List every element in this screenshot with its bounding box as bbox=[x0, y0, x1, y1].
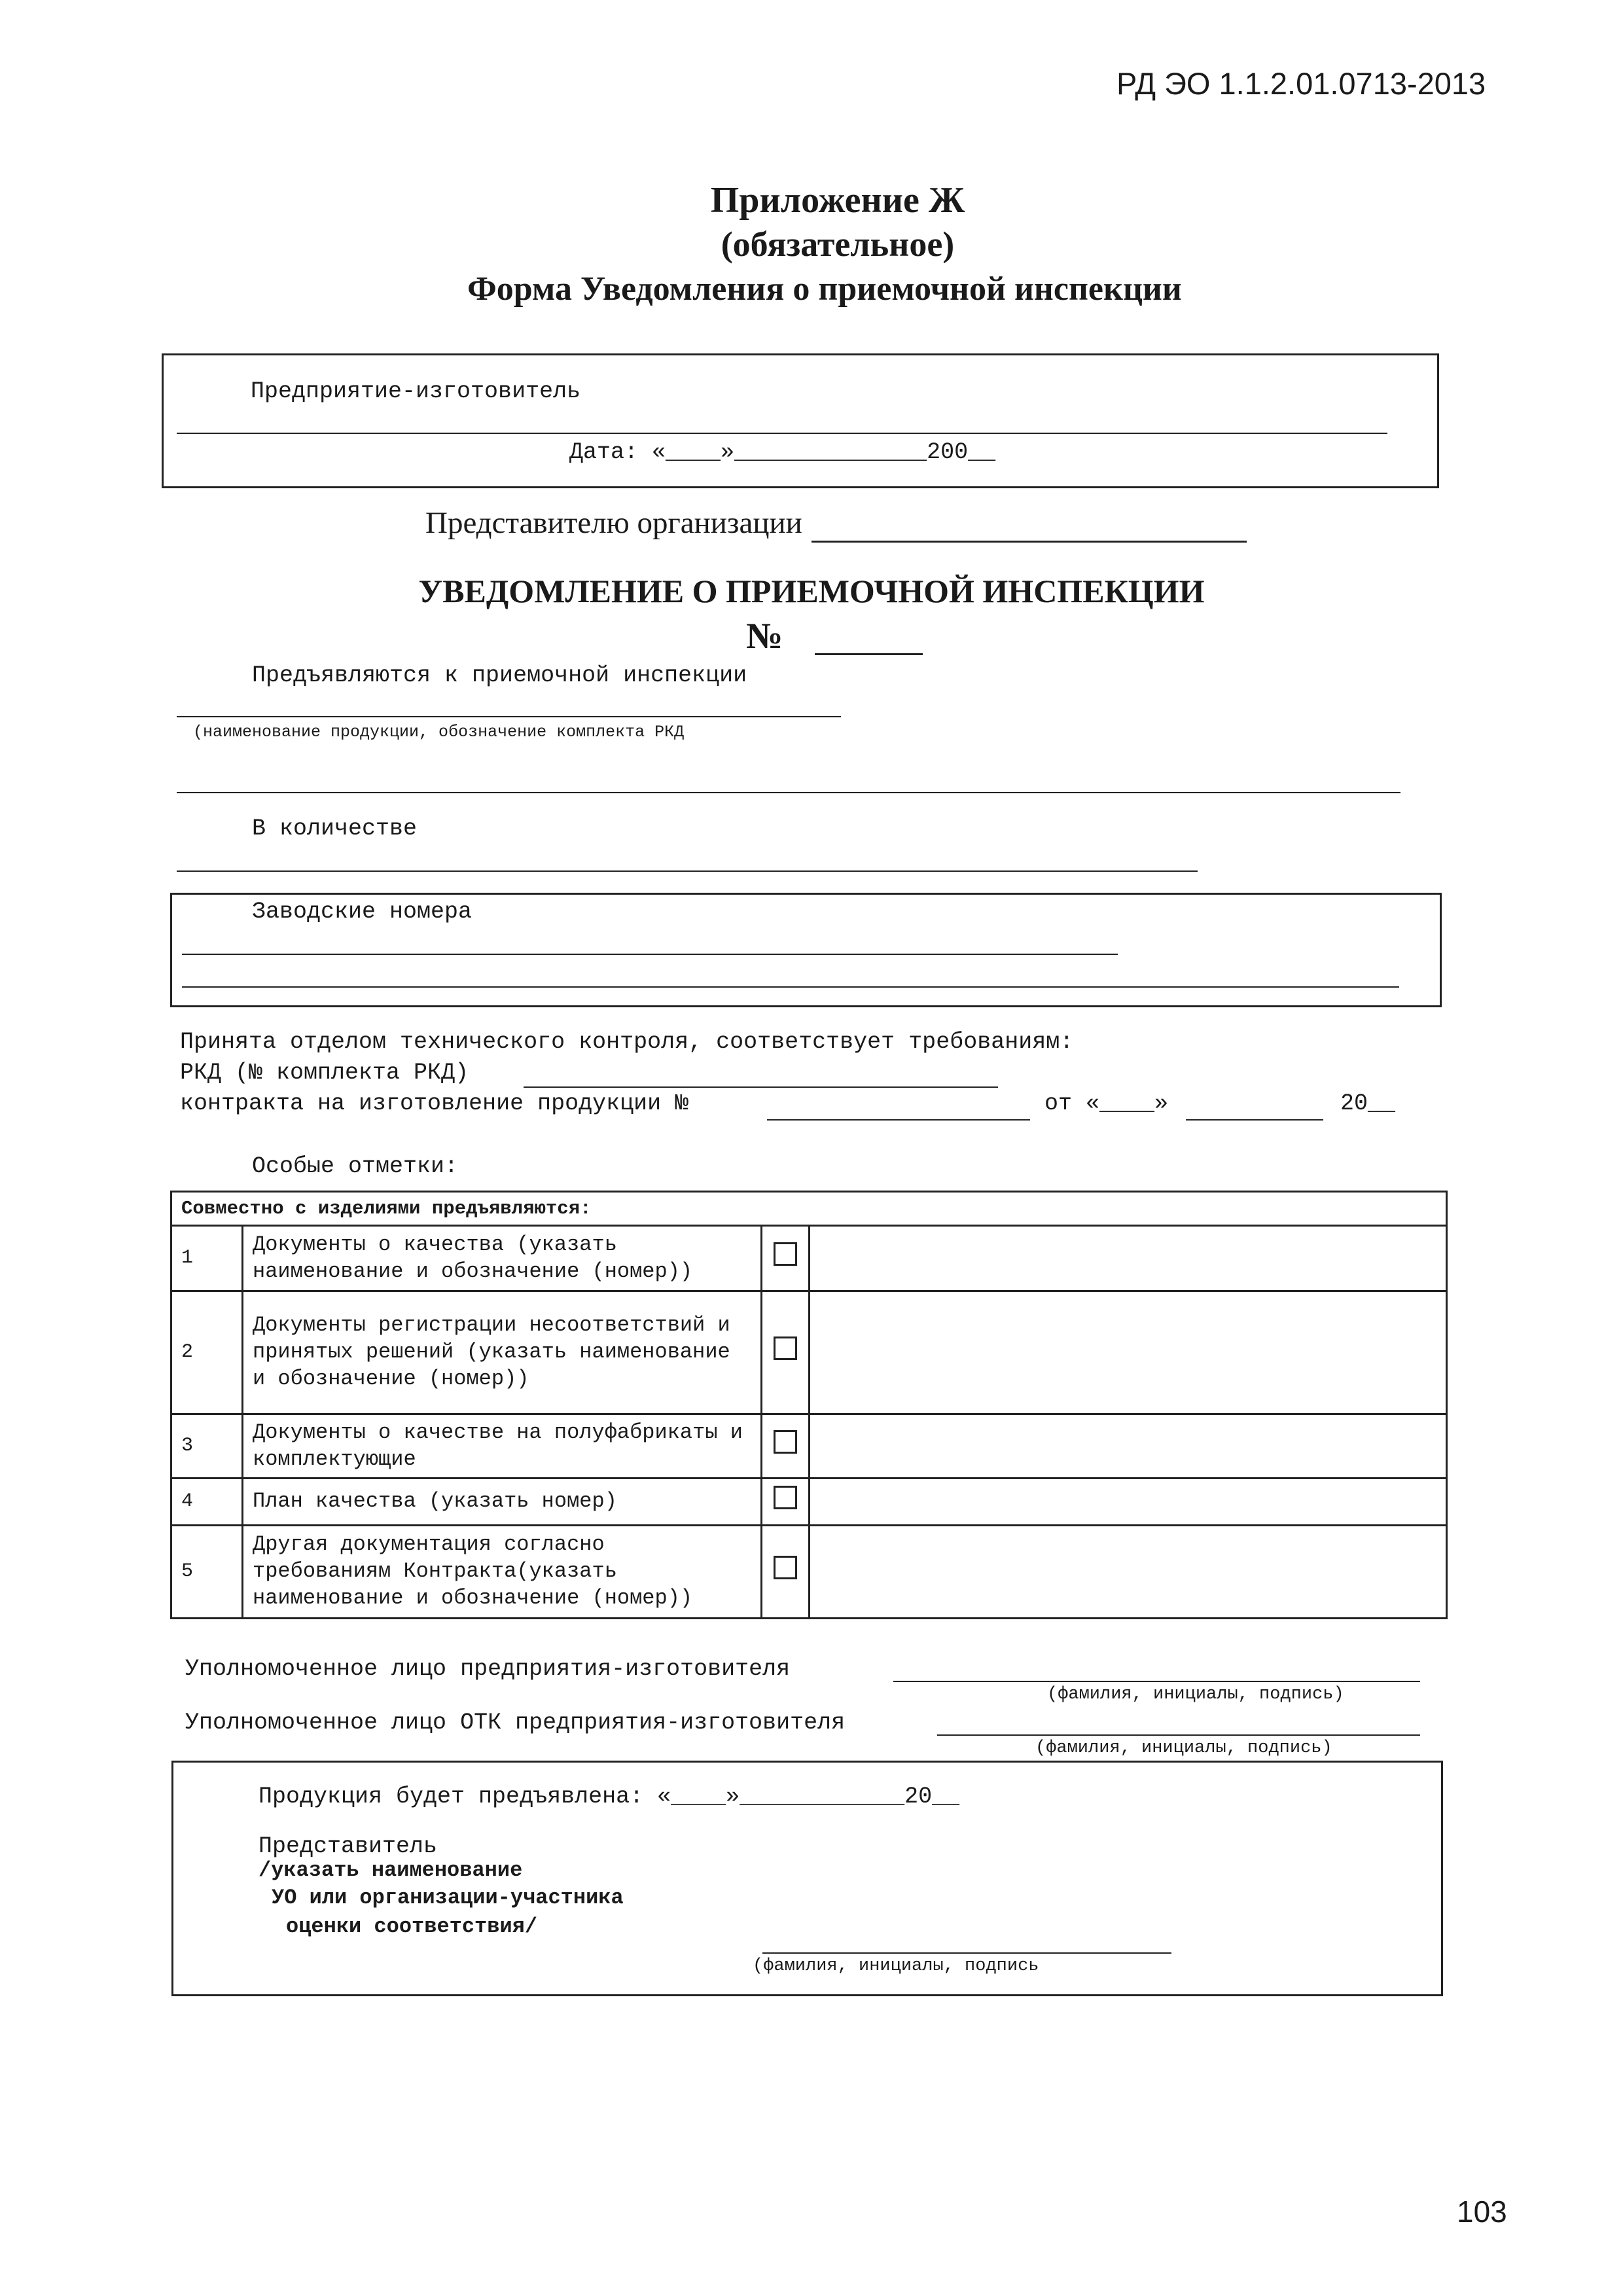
row-description: Другая документация согласно требованиям Контракта(указать наименование и обозначение (номер)) bbox=[243, 1526, 762, 1619]
page-number: 103 bbox=[1457, 2195, 1507, 2229]
serial-fill-line[interactable] bbox=[182, 954, 1118, 955]
document-code: РД ЭО 1.1.2.01.0713-2013 bbox=[1116, 66, 1486, 101]
notice-number-sign: № bbox=[746, 616, 783, 656]
otk-signature-line[interactable] bbox=[937, 1734, 1420, 1736]
rkd-fill-line[interactable] bbox=[524, 1086, 998, 1088]
notice-number-fill-line[interactable] bbox=[815, 653, 923, 655]
presentation-date-line[interactable]: Продукция будет предъявлена: «____»____________20__ bbox=[259, 1784, 960, 1810]
otk-signature-hint: (фамилия, инициалы, подпись) bbox=[1035, 1738, 1332, 1758]
serial-fill-line-2[interactable] bbox=[182, 986, 1399, 988]
serial-numbers-box bbox=[170, 893, 1442, 1007]
quantity-label: В количестве bbox=[252, 816, 418, 842]
row-checkbox[interactable] bbox=[774, 1556, 797, 1579]
manufacturer-signature-hint: (фамилия, инициалы, подпись) bbox=[1047, 1685, 1344, 1704]
manufacturer-signatory-label: Уполномоченное лицо предприятия-изготовителя bbox=[185, 1656, 791, 1682]
row-fill-cell[interactable] bbox=[810, 1291, 1447, 1414]
row-number: 1 bbox=[171, 1226, 243, 1291]
product-hint: (наименование продукции, обозначение комплекта РКД bbox=[193, 723, 685, 742]
representative-hint-1: /указать наименование bbox=[259, 1858, 523, 1882]
addressee-fill-line[interactable] bbox=[812, 541, 1247, 543]
notice-heading: УВЕДОМЛЕНИЕ О ПРИЕМОЧНОЙ ИНСПЕКЦИИ bbox=[418, 573, 1205, 609]
table-row bbox=[171, 1414, 1447, 1479]
presentation-box bbox=[171, 1761, 1443, 1996]
otk-line-3: контракта на изготовление продукции № bbox=[180, 1090, 689, 1117]
row-checkbox[interactable] bbox=[774, 1430, 797, 1454]
row-checkbox[interactable] bbox=[774, 1242, 797, 1266]
representative-hint-2: УО или организации-участника bbox=[272, 1886, 624, 1910]
table-row bbox=[171, 1291, 1447, 1414]
row-number: 3 bbox=[171, 1414, 243, 1479]
quantity-fill-line[interactable] bbox=[177, 870, 1198, 872]
row-description: План качества (указать номер) bbox=[243, 1479, 762, 1526]
otk-line-1: Принята отделом технического контроля, соответствует требованиям: bbox=[180, 1029, 1074, 1055]
table-row bbox=[171, 1526, 1447, 1619]
form-title: Форма Уведомления о приемочной инспекции bbox=[467, 270, 1182, 308]
row-fill-cell[interactable] bbox=[810, 1226, 1447, 1291]
table-header-row bbox=[171, 1192, 1447, 1226]
row-number: 4 bbox=[171, 1479, 243, 1526]
otk-date-from[interactable]: от «____» bbox=[1044, 1090, 1169, 1117]
table-row bbox=[171, 1479, 1447, 1526]
otk-date-year[interactable]: 20__ bbox=[1340, 1090, 1396, 1117]
otk-signatory-label: Уполномоченное лицо ОТК предприятия-изготовителя bbox=[185, 1710, 846, 1736]
appendix-status: (обязательное) bbox=[721, 224, 955, 264]
table-row bbox=[171, 1226, 1447, 1291]
contract-number-fill-line[interactable] bbox=[767, 1119, 1030, 1121]
representative-signature-hint: (фамилия, инициалы, подпись bbox=[753, 1956, 1039, 1976]
row-checkbox[interactable] bbox=[774, 1486, 797, 1509]
row-number: 2 bbox=[171, 1291, 243, 1414]
appendix-title: Приложение Ж bbox=[710, 180, 965, 221]
manufacturer-fill-line[interactable] bbox=[177, 433, 1387, 434]
row-description: Документы регистрации несоответствий и принятых решений (указать наименование и обозначение (номер)) bbox=[243, 1291, 762, 1414]
manufacturer-box bbox=[162, 353, 1439, 488]
manufacturer-label: Предприятие-изготовитель bbox=[251, 378, 581, 404]
row-description: Документы о качестве на полуфабрикаты и комплектующие bbox=[243, 1414, 762, 1479]
row-description: Документы о качества (указать наименование и обозначение (номер)) bbox=[243, 1226, 762, 1291]
contract-date-fill-line[interactable] bbox=[1186, 1119, 1323, 1121]
presented-label: Предъявляются к приемочной инспекции bbox=[252, 662, 747, 689]
representative-label: Представитель bbox=[259, 1833, 438, 1859]
row-checkbox[interactable] bbox=[774, 1336, 797, 1360]
product-fill-line[interactable] bbox=[177, 716, 841, 717]
row-number: 5 bbox=[171, 1526, 243, 1619]
addressee-label: Представителю организации bbox=[425, 506, 802, 540]
table-header: Совместно с изделиями предъявляются: bbox=[171, 1192, 1447, 1226]
representative-signature-line[interactable] bbox=[762, 1952, 1171, 1954]
date-line[interactable]: Дата: «____»______________200__ bbox=[569, 439, 996, 465]
serial-label: Заводские номера bbox=[252, 899, 473, 925]
remarks-label: Особые отметки: bbox=[252, 1153, 459, 1179]
row-fill-cell[interactable] bbox=[810, 1414, 1447, 1479]
otk-line-2: РКД (№ комплекта РКД) bbox=[180, 1060, 469, 1086]
product-fill-line-2[interactable] bbox=[177, 792, 1400, 793]
row-fill-cell[interactable] bbox=[810, 1526, 1447, 1619]
manufacturer-signature-line[interactable] bbox=[893, 1681, 1420, 1682]
row-fill-cell[interactable] bbox=[810, 1479, 1447, 1526]
documents-table bbox=[170, 1191, 1448, 1619]
representative-hint-3: оценки соответствия/ bbox=[286, 1914, 538, 1939]
